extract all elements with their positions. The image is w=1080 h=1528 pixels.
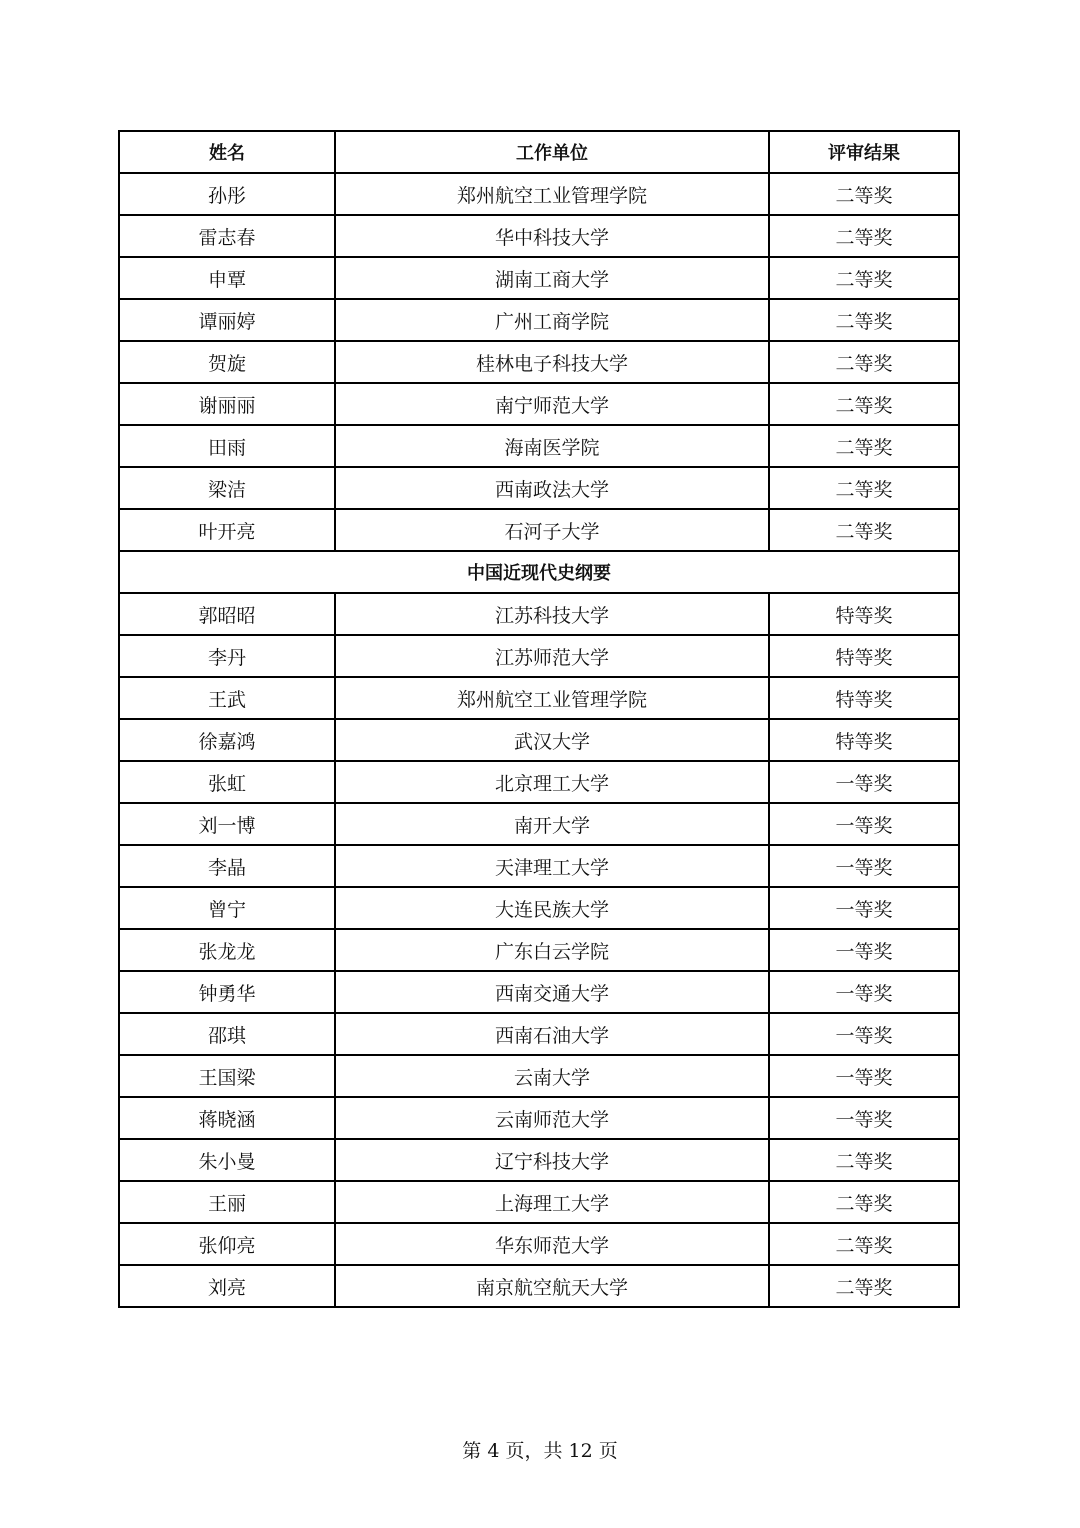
table-row [119, 215, 959, 257]
award-results-table [118, 130, 960, 1308]
cell-name: 梁洁 [119, 467, 335, 509]
table-row [119, 845, 959, 887]
cell-unit: 华中科技大学 [335, 215, 769, 257]
cell-unit: 云南大学 [335, 1055, 769, 1097]
cell-result: 特等奖 [769, 593, 959, 635]
cell-name: 王武 [119, 677, 335, 719]
table-row [119, 173, 959, 215]
cell-result: 二等奖 [769, 299, 959, 341]
cell-unit: 广州工商学院 [335, 299, 769, 341]
table-body [119, 173, 959, 1307]
cell-name: 钟勇华 [119, 971, 335, 1013]
cell-name: 张虹 [119, 761, 335, 803]
cell-unit: 广东白云学院 [335, 929, 769, 971]
table-row [119, 1181, 959, 1223]
cell-unit: 郑州航空工业管理学院 [335, 173, 769, 215]
section-title: 中国近现代史纲要 [119, 551, 959, 593]
cell-unit: 大连民族大学 [335, 887, 769, 929]
cell-name: 田雨 [119, 425, 335, 467]
table-row [119, 467, 959, 509]
cell-unit: 海南医学院 [335, 425, 769, 467]
table-row [119, 341, 959, 383]
cell-name: 张仰亮 [119, 1223, 335, 1265]
header-name: 姓名 [119, 131, 335, 173]
cell-unit: 南宁师范大学 [335, 383, 769, 425]
page-number: 第 4 页，共 12 页 [462, 1440, 618, 1462]
cell-unit: 郑州航空工业管理学院 [335, 677, 769, 719]
table-row [119, 719, 959, 761]
cell-result: 一等奖 [769, 887, 959, 929]
cell-unit: 江苏师范大学 [335, 635, 769, 677]
table-header-row [119, 131, 959, 173]
table-row [119, 887, 959, 929]
cell-result: 二等奖 [769, 1181, 959, 1223]
cell-result: 一等奖 [769, 929, 959, 971]
cell-unit: 华东师范大学 [335, 1223, 769, 1265]
cell-result: 一等奖 [769, 1013, 959, 1055]
cell-unit: 辽宁科技大学 [335, 1139, 769, 1181]
table-row [119, 971, 959, 1013]
section-header-row [119, 551, 959, 593]
cell-unit: 西南政法大学 [335, 467, 769, 509]
table-row [119, 509, 959, 551]
table-row [119, 677, 959, 719]
cell-result: 一等奖 [769, 1055, 959, 1097]
cell-name: 孙彤 [119, 173, 335, 215]
cell-result: 特等奖 [769, 719, 959, 761]
cell-unit: 南开大学 [335, 803, 769, 845]
cell-result: 特等奖 [769, 635, 959, 677]
cell-result: 一等奖 [769, 845, 959, 887]
cell-unit: 西南石油大学 [335, 1013, 769, 1055]
cell-result: 二等奖 [769, 1139, 959, 1181]
table-row [119, 1223, 959, 1265]
cell-result: 一等奖 [769, 803, 959, 845]
cell-result: 二等奖 [769, 173, 959, 215]
table-row [119, 299, 959, 341]
cell-name: 王丽 [119, 1181, 335, 1223]
cell-unit: 武汉大学 [335, 719, 769, 761]
cell-result: 二等奖 [769, 1265, 959, 1307]
cell-name: 申覃 [119, 257, 335, 299]
cell-unit: 桂林电子科技大学 [335, 341, 769, 383]
cell-name: 徐嘉鸿 [119, 719, 335, 761]
cell-result: 二等奖 [769, 467, 959, 509]
cell-name: 刘一博 [119, 803, 335, 845]
cell-name: 王国梁 [119, 1055, 335, 1097]
cell-result: 二等奖 [769, 215, 959, 257]
cell-unit: 石河子大学 [335, 509, 769, 551]
table-row [119, 1097, 959, 1139]
cell-name: 李晶 [119, 845, 335, 887]
cell-unit: 西南交通大学 [335, 971, 769, 1013]
cell-name: 朱小曼 [119, 1139, 335, 1181]
table-row [119, 1055, 959, 1097]
cell-result: 二等奖 [769, 1223, 959, 1265]
table-row [119, 803, 959, 845]
table-row [119, 257, 959, 299]
cell-name: 邵琪 [119, 1013, 335, 1055]
cell-unit: 南京航空航天大学 [335, 1265, 769, 1307]
cell-name: 刘亮 [119, 1265, 335, 1307]
table-row [119, 383, 959, 425]
table-row [119, 593, 959, 635]
table-row [119, 761, 959, 803]
cell-unit: 天津理工大学 [335, 845, 769, 887]
table-row [119, 425, 959, 467]
cell-name: 蒋晓涵 [119, 1097, 335, 1139]
cell-result: 二等奖 [769, 509, 959, 551]
cell-unit: 上海理工大学 [335, 1181, 769, 1223]
table-row [119, 1013, 959, 1055]
cell-unit: 江苏科技大学 [335, 593, 769, 635]
cell-result: 特等奖 [769, 677, 959, 719]
cell-name: 李丹 [119, 635, 335, 677]
cell-name: 郭昭昭 [119, 593, 335, 635]
table-row [119, 635, 959, 677]
cell-name: 雷志春 [119, 215, 335, 257]
table-row [119, 1139, 959, 1181]
cell-result: 一等奖 [769, 971, 959, 1013]
cell-result: 二等奖 [769, 341, 959, 383]
cell-name: 谭丽婷 [119, 299, 335, 341]
cell-name: 谢丽丽 [119, 383, 335, 425]
header-unit: 工作单位 [335, 131, 769, 173]
cell-name: 曾宁 [119, 887, 335, 929]
cell-result: 一等奖 [769, 761, 959, 803]
cell-name: 贺旋 [119, 341, 335, 383]
table-row [119, 1265, 959, 1307]
header-result: 评审结果 [769, 131, 959, 173]
cell-unit: 湖南工商大学 [335, 257, 769, 299]
cell-name: 叶开亮 [119, 509, 335, 551]
cell-result: 二等奖 [769, 425, 959, 467]
table-row [119, 929, 959, 971]
cell-name: 张龙龙 [119, 929, 335, 971]
cell-result: 一等奖 [769, 1097, 959, 1139]
cell-result: 二等奖 [769, 257, 959, 299]
cell-result: 二等奖 [769, 383, 959, 425]
cell-unit: 云南师范大学 [335, 1097, 769, 1139]
cell-unit: 北京理工大学 [335, 761, 769, 803]
